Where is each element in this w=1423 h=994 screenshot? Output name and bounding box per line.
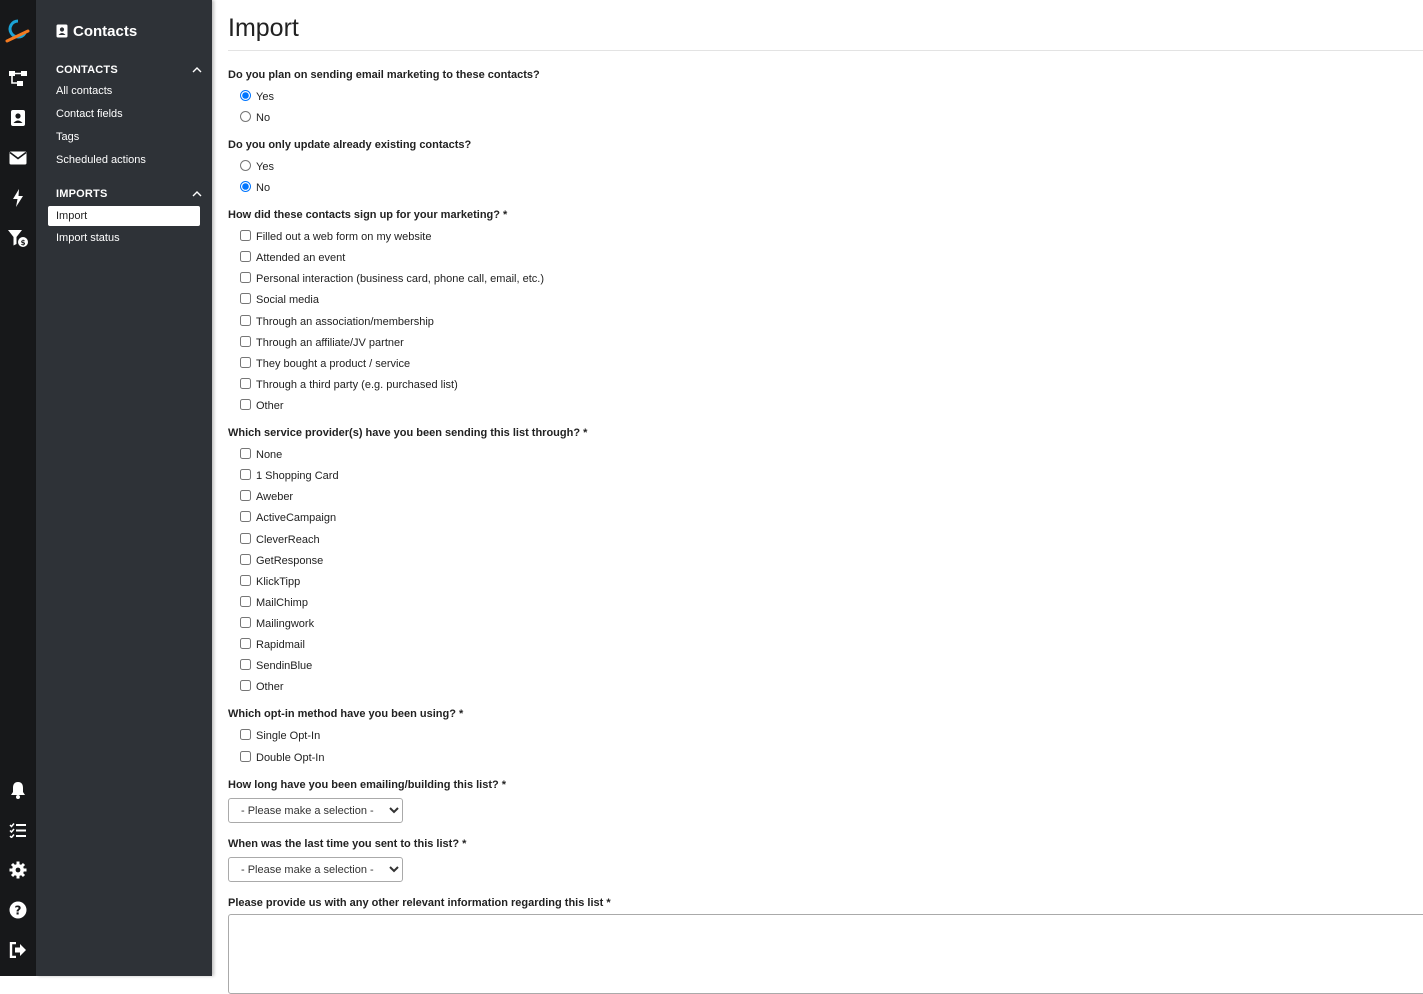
checkbox[interactable] bbox=[240, 378, 251, 389]
sidebar-item-all-contacts[interactable]: All contacts bbox=[56, 85, 113, 97]
lightning-icon[interactable] bbox=[0, 184, 36, 212]
gear-icon[interactable] bbox=[0, 856, 36, 884]
sidebar-title-label: Contacts bbox=[73, 22, 138, 40]
checkbox[interactable] bbox=[240, 680, 251, 691]
option-signup-social[interactable] bbox=[240, 291, 319, 305]
question-opt-in-method: Which opt-in method have you been using? * bbox=[228, 708, 464, 720]
option-signup-association[interactable] bbox=[240, 313, 434, 327]
option-label: CleverReach bbox=[256, 534, 320, 546]
sidebar-section-contacts[interactable] bbox=[56, 62, 202, 78]
option-label: No bbox=[256, 112, 271, 124]
checkbox[interactable] bbox=[240, 399, 251, 410]
sidebar-item-contact-fields[interactable]: Contact fields bbox=[56, 108, 123, 120]
automation-icon[interactable] bbox=[0, 64, 36, 92]
option-signup-product[interactable] bbox=[240, 355, 410, 369]
checkbox[interactable] bbox=[240, 596, 251, 607]
checkbox[interactable] bbox=[240, 617, 251, 628]
title-divider bbox=[228, 50, 1423, 51]
option-label: Through an association/membership bbox=[256, 316, 434, 328]
option-label: Aweber bbox=[256, 491, 294, 503]
checkbox[interactable] bbox=[240, 554, 251, 565]
question-last-send: When was the last time you sent to this list? * bbox=[228, 838, 467, 850]
option-label: Other bbox=[256, 681, 284, 693]
option-signup-event[interactable] bbox=[240, 249, 345, 263]
option-signup-third-party[interactable] bbox=[240, 376, 458, 390]
option-label: Yes bbox=[256, 91, 274, 103]
radio-update-existing-no[interactable] bbox=[240, 181, 251, 192]
question-email-marketing: Do you plan on sending email marketing to these contacts? bbox=[228, 69, 540, 81]
option-email-marketing-no[interactable] bbox=[240, 109, 270, 123]
logout-icon[interactable] bbox=[0, 936, 36, 964]
funnel-icon[interactable] bbox=[0, 224, 36, 252]
sidebar-section-imports[interactable] bbox=[56, 186, 202, 202]
radio-email-marketing-yes[interactable] bbox=[240, 90, 251, 101]
radio-email-marketing-no[interactable] bbox=[240, 111, 251, 122]
option-label: Filled out a web form on my website bbox=[256, 231, 432, 243]
chevron-up-icon[interactable] bbox=[192, 67, 202, 73]
contacts-book-icon bbox=[56, 24, 68, 38]
checkbox[interactable] bbox=[240, 230, 251, 241]
option-label: Other bbox=[256, 400, 284, 412]
sidebar-section-label: CONTACTS bbox=[56, 64, 118, 76]
option-provider-activecampaign[interactable] bbox=[240, 509, 336, 523]
option-single-opt-in[interactable] bbox=[240, 727, 320, 741]
question-service-provider: Which service provider(s) have you been sending this list through? * bbox=[228, 427, 588, 439]
checkbox[interactable] bbox=[240, 272, 251, 283]
option-label: KlickTipp bbox=[256, 576, 301, 588]
checkbox[interactable] bbox=[240, 315, 251, 326]
question-update-existing: Do you only update already existing contacts? bbox=[228, 139, 472, 151]
sidebar bbox=[36, 0, 212, 976]
option-label: MailChimp bbox=[256, 597, 308, 609]
option-label: Yes bbox=[256, 161, 274, 173]
page-title: Import bbox=[228, 14, 299, 42]
checkbox[interactable] bbox=[240, 575, 251, 586]
question-list-age: How long have you been emailing/building this list? * bbox=[228, 779, 507, 791]
question-signup-source: How did these contacts sign up for your marketing? * bbox=[228, 209, 508, 221]
checkbox[interactable] bbox=[240, 293, 251, 304]
option-provider-cleverreach[interactable] bbox=[240, 531, 320, 545]
checkbox[interactable] bbox=[240, 659, 251, 670]
checkbox[interactable] bbox=[240, 533, 251, 544]
sidebar-title bbox=[56, 20, 137, 42]
option-signup-personal[interactable] bbox=[240, 270, 544, 284]
checkbox[interactable] bbox=[240, 729, 251, 740]
checkbox[interactable] bbox=[240, 357, 251, 368]
contacts-icon[interactable] bbox=[0, 104, 36, 132]
option-provider-aweber[interactable] bbox=[240, 488, 293, 502]
option-email-marketing-yes[interactable] bbox=[240, 88, 274, 102]
option-label: ActiveCampaign bbox=[256, 512, 337, 524]
sidebar-item-tags[interactable]: Tags bbox=[56, 131, 80, 143]
other-info-textarea[interactable] bbox=[228, 914, 1423, 994]
bell-icon[interactable] bbox=[0, 776, 36, 804]
checkbox[interactable] bbox=[240, 638, 251, 649]
option-update-existing-no[interactable] bbox=[240, 179, 270, 193]
checkbox[interactable] bbox=[240, 751, 251, 762]
option-label: Double Opt-In bbox=[256, 752, 325, 764]
option-label: They bought a product / service bbox=[256, 358, 411, 370]
option-provider-klicktipp[interactable] bbox=[240, 573, 300, 587]
sidebar-item-scheduled-actions[interactable]: Scheduled actions bbox=[56, 154, 146, 166]
option-double-opt-in[interactable] bbox=[240, 749, 324, 763]
checkbox[interactable] bbox=[240, 469, 251, 480]
logo-icon[interactable] bbox=[0, 16, 36, 46]
option-signup-affiliate[interactable] bbox=[240, 334, 404, 348]
email-icon[interactable] bbox=[0, 144, 36, 172]
option-provider-1-shopping-card[interactable] bbox=[240, 467, 339, 481]
option-signup-other[interactable] bbox=[240, 397, 284, 411]
checkbox[interactable] bbox=[240, 251, 251, 262]
svg-text:$: $ bbox=[20, 239, 26, 247]
option-label: GetResponse bbox=[256, 555, 324, 567]
checkbox[interactable] bbox=[240, 448, 251, 459]
checklist-icon[interactable] bbox=[0, 816, 36, 844]
option-label: None bbox=[256, 449, 283, 461]
option-provider-other[interactable] bbox=[240, 678, 284, 692]
question-other-info: Please provide us with any other relevant information regarding this list * bbox=[228, 897, 611, 909]
option-label: Personal interaction (business card, phone call, email, etc.) bbox=[256, 273, 544, 285]
option-label: Through an affiliate/JV partner bbox=[256, 337, 404, 349]
svg-text:?: ? bbox=[14, 903, 22, 918]
option-provider-mailingwork[interactable] bbox=[240, 615, 314, 629]
option-provider-getresponse[interactable] bbox=[240, 552, 323, 566]
option-provider-sendinblue[interactable] bbox=[240, 657, 312, 671]
help-icon[interactable] bbox=[0, 896, 36, 924]
option-provider-none[interactable] bbox=[240, 446, 282, 460]
option-label: Social media bbox=[256, 294, 319, 306]
checkbox[interactable] bbox=[240, 511, 251, 522]
checkbox[interactable] bbox=[240, 336, 251, 347]
option-label: Single Opt-In bbox=[256, 730, 321, 742]
option-label: Rapidmail bbox=[256, 639, 305, 651]
option-label: Attended an event bbox=[256, 252, 346, 264]
option-update-existing-yes[interactable] bbox=[240, 158, 274, 172]
option-signup-web-form[interactable] bbox=[240, 228, 431, 242]
chevron-up-icon[interactable] bbox=[192, 191, 202, 197]
list-age-select[interactable] bbox=[228, 798, 403, 823]
last-send-select[interactable] bbox=[228, 857, 403, 882]
icon-rail bbox=[0, 0, 36, 976]
option-label: SendinBlue bbox=[256, 660, 313, 672]
option-label: No bbox=[256, 182, 271, 194]
option-label: Mailingwork bbox=[256, 618, 315, 630]
sidebar-section-label: IMPORTS bbox=[56, 188, 108, 200]
checkbox[interactable] bbox=[240, 490, 251, 501]
main-content bbox=[212, 0, 1423, 976]
radio-update-existing-yes[interactable] bbox=[240, 160, 251, 171]
option-provider-mailchimp[interactable] bbox=[240, 594, 308, 608]
sidebar-item-import[interactable]: Import bbox=[48, 206, 200, 226]
option-provider-rapidmail[interactable] bbox=[240, 636, 305, 650]
option-label: 1 Shopping Card bbox=[256, 470, 339, 482]
option-label: Through a third party (e.g. purchased list) bbox=[256, 379, 458, 391]
sidebar-item-import-status[interactable]: Import status bbox=[56, 232, 120, 244]
